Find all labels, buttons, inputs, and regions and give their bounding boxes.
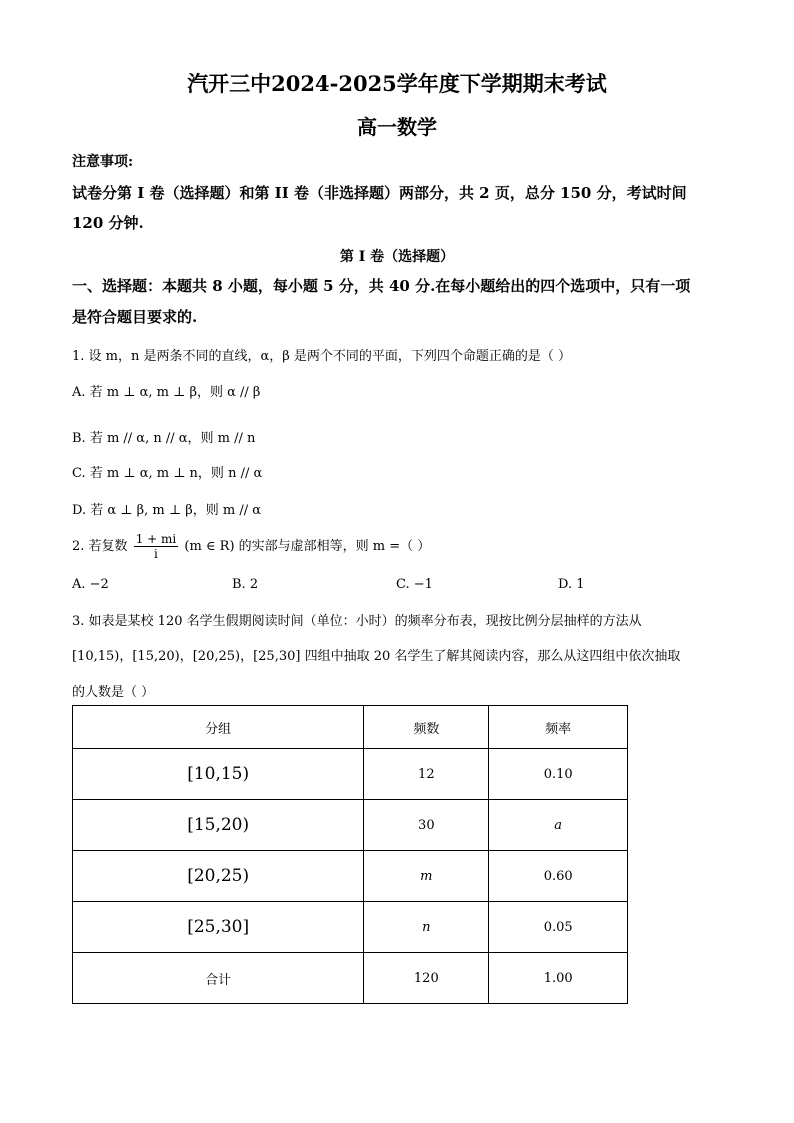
table-cell-group: [10,15) <box>73 749 364 800</box>
q3-line-1: 3. 如表是某校 120 名学生假期阅读时间（单位：小时）的频率分布表，现按比例分层抽样的方法从 <box>72 614 642 629</box>
q2-option-c: C. −1 <box>396 577 433 592</box>
section-instruction-2: 是符合题目要求的. <box>72 308 198 326</box>
table-row <box>73 851 628 902</box>
table-cell-count: n <box>364 902 489 953</box>
section-instruction-1: 一、选择题：本题共 8 小题，每小题 5 分，共 40 分.在每小题给出的四个选项中，只有一项 <box>72 277 691 295</box>
q3-line-2: [10,15)，[15,20)，[20,25)，[25,30] 四组中抽取 20 名学生了解其阅读内容，那么从这四组中依次抽取 <box>72 649 681 664</box>
q2-fraction <box>134 532 179 561</box>
table-cell-rate: 1.00 <box>489 953 628 1004</box>
q2-fraction-numerator: 1 + mi <box>135 532 177 546</box>
q2-option-b: B. 2 <box>232 577 259 592</box>
table-cell-count: 30 <box>364 800 489 851</box>
table-cell-group: [25,30] <box>73 902 364 953</box>
table-cell-rate: 0.60 <box>489 851 628 902</box>
q1-option-d: D. 若 α ⊥ β, m ⊥ β，则 m // α <box>72 503 262 518</box>
q2-fraction-denominator: i <box>154 547 158 561</box>
section-title: 第 I 卷（选择题） <box>339 249 455 265</box>
page-title: 汽开三中2024-2025学年度下学期期末考试 <box>187 71 607 96</box>
notes-line-1: 试卷分第 I 卷（选择题）和第 II 卷（非选择题）两部分，共 2 页，总分 150 分，考试时间 <box>72 184 687 202</box>
table-header-cell: 分组 <box>73 706 364 749</box>
table-row <box>73 749 628 800</box>
table-row <box>73 953 628 1004</box>
q1-option-a: A. 若 m ⊥ α, m ⊥ β，则 α // β <box>72 385 261 400</box>
q3-line-3: 的人数是（ ） <box>72 685 155 700</box>
frequency-table <box>72 705 628 1004</box>
table-cell-rate: a <box>489 800 628 851</box>
page-subtitle: 高一数学 <box>357 115 437 139</box>
table-row <box>73 902 628 953</box>
table-cell-count: m <box>364 851 489 902</box>
q2-suffix: (m ∈ R) 的实部与虚部相等，则 m =（ ） <box>184 539 431 554</box>
q2-stem <box>72 532 430 561</box>
table-cell-count: 12 <box>364 749 489 800</box>
table-cell-group: [15,20) <box>73 800 364 851</box>
notes-label: 注意事项: <box>72 154 134 170</box>
table-row <box>73 800 628 851</box>
table-header-cell: 频数 <box>364 706 489 749</box>
table-cell-group: 合计 <box>73 953 364 1004</box>
q2-option-d: D. 1 <box>558 577 585 592</box>
q2-option-a: A. −2 <box>72 577 109 592</box>
table-header-row <box>73 706 628 749</box>
q1-stem: 1. 设 m，n 是两条不同的直线，α，β 是两个不同的平面，下列四个命题正确的是（ ） <box>72 349 572 364</box>
table-cell-rate: 0.10 <box>489 749 628 800</box>
q1-option-c: C. 若 m ⊥ α, m ⊥ n，则 n // α <box>72 466 263 481</box>
q1-option-b: B. 若 m // α, n // α，则 m // n <box>72 431 256 446</box>
table-cell-rate: 0.05 <box>489 902 628 953</box>
q2-prefix: 2. 若复数 <box>72 539 128 554</box>
table-header-cell: 频率 <box>489 706 628 749</box>
table-cell-count: 120 <box>364 953 489 1004</box>
notes-line-2: 120 分钟. <box>72 214 144 232</box>
table-cell-group: [20,25) <box>73 851 364 902</box>
